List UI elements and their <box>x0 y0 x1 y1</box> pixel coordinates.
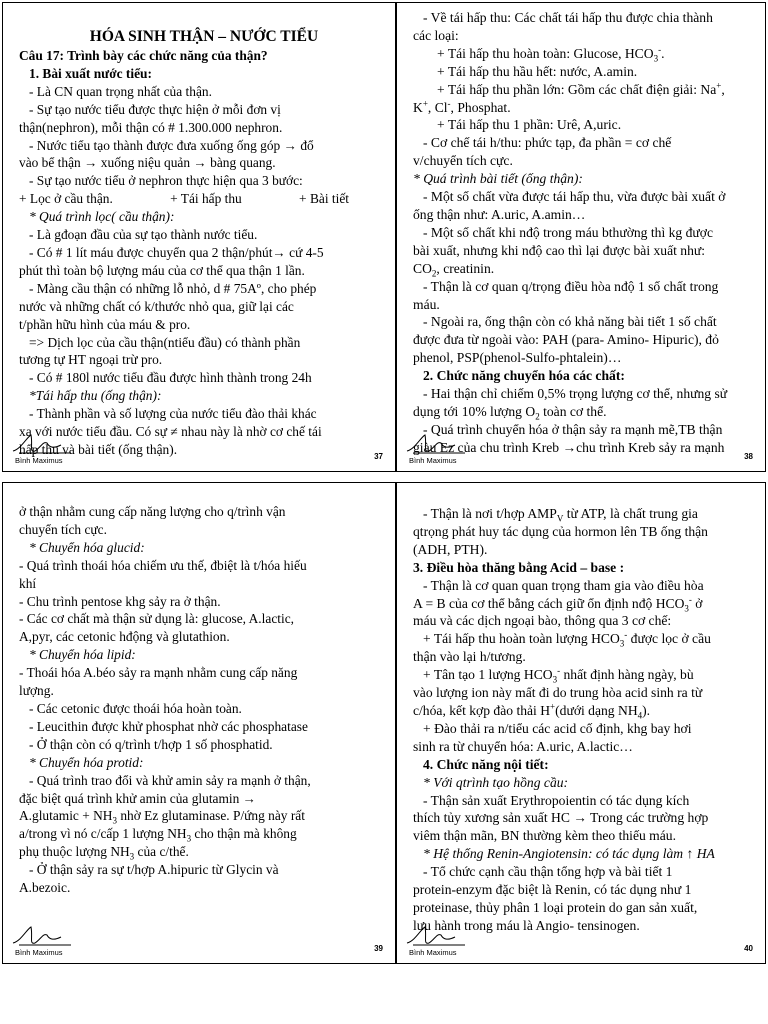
text-line: K+, Cl-, Phosphat. <box>413 98 511 115</box>
text-line: - Quá trình chuyển hóa ở thận sảy ra mạnh mẽ,TB thận <box>423 421 723 437</box>
text-line: - Hai thận chỉ chiếm 0,5% trọng lượng cơ thể, nhưng sử <box>423 386 728 402</box>
page-number: 39 <box>374 944 383 953</box>
text-line: ống thận như: A.uric, A.amin… <box>413 206 586 222</box>
text-line: + Tân tạo 1 lượng $HCO_3^-$ nhất định hàng ngày, bù <box>423 665 694 685</box>
text-line: dụng tới 10% lượng $O_2$ toàn cơ thể. <box>413 403 607 422</box>
text-line: được đưa từ ngoài vào: PAH (para- Amino- Hipuric), đỏ <box>413 332 719 348</box>
steps-row <box>19 190 389 208</box>
text-line: - Thận là cơ quan q/trọng điều hòa nđộ 1 số chất trong <box>423 278 719 294</box>
signature-block <box>11 431 101 465</box>
text-line: - Ở thận sảy ra sự t/hợp A.hipuric từ Glycin và <box>29 862 279 878</box>
text-line: vào lượng ion này mất đi do trung hòa acid sinh ra từ <box>413 685 703 701</box>
section-heading: 4. Chức năng nội tiết: <box>423 756 549 772</box>
text-line: các loại: <box>413 27 459 43</box>
text-line: phút thì toàn bộ lượng máu của cơ thể qua thận 1 lần. <box>19 262 305 278</box>
text-line: - Về tái hấp thu: Các chất tái hấp thu được chia thành <box>423 10 713 25</box>
text-line: - Một số chất vừa được tái hấp thu, vừa được bài xuất ở <box>423 189 726 205</box>
text-line: nước và những chất có k/thước nhỏ qua, giữ lại các <box>19 298 294 314</box>
text-line: - Thoái hóa A.béo sảy ra mạnh nhằm cung cấp năng <box>19 665 298 681</box>
text-line: thích tủy xương sản xuất HC → Trong các trường hợp <box>413 810 709 826</box>
text-line: lưu hành trong máu là Angio- tensinogen. <box>413 917 640 933</box>
text-line: A.glutamic + $NH_3$ nhờ Ez glutaminase. P/ứng này rất <box>19 808 305 827</box>
section-heading: 3. Điều hòa thăng bằng Acid – base : <box>413 559 625 575</box>
signature-label: Bình Maximus <box>15 948 63 957</box>
text-line: c/hóa, kết kợp đào thải H+(dưới dạng $NH_4$). <box>413 701 651 721</box>
text-line: - Quá trình trao đổi và khử amin sảy ra mạnh ở thận, <box>29 772 311 788</box>
subheading: * Chuyển hóa glucid: <box>29 539 145 555</box>
text-line: - Có # 1 lít máu được chuyển qua 2 thận/phút→ cứ 4-5 <box>29 244 324 260</box>
text-line: + Đào thải ra n/tiểu các acid cố định, khg bay hơi <box>423 720 692 736</box>
text-line: - Thận là cơ quan quan trọng tham gia vào điều hòa <box>423 577 704 593</box>
text-line: - Thận là nơi t/hợp $AMP_V$ từ ATP, là chất trung gia <box>423 506 698 524</box>
step-secretion: + Bài tiết <box>299 191 349 207</box>
subheading: * Với qtrình tạo hồng cầu: <box>423 774 569 790</box>
text-line: - Thận sản xuất Erythropoientin có tác dụng kích <box>423 792 690 808</box>
text-line: + Tái hấp thu 1 phần: Urê, A,uric. <box>437 117 622 133</box>
text-line: máu. <box>413 296 440 312</box>
signature-block <box>405 923 495 957</box>
slide-40 <box>396 482 766 964</box>
text-line: - Một số chất khi nđộ trong máu bthường thì kg được <box>423 224 714 240</box>
slide-37 <box>2 2 396 472</box>
text-line: - Là CN quan trọng nhất của thận. <box>29 83 212 99</box>
signature-icon <box>405 431 485 457</box>
page-number: 40 <box>744 944 753 953</box>
text-line: - Các cơ chất mà thận sử dụng là: glucose, A.lactic, <box>19 611 294 627</box>
text-line: xa với nước tiểu đầu. Có sự ≠ nhau này là nhờ cơ chế tái <box>19 424 322 440</box>
text-line: - Quá trình thoái hóa chiếm ưu thế, đbiệt là t/hóa hiếu <box>19 557 307 573</box>
text-line: lượng. <box>19 683 54 699</box>
text-line: + Tái hấp thu hoàn toàn: Glucose, $HCO_3^-$. <box>437 44 665 64</box>
page-number: 38 <box>744 452 753 461</box>
signature-label: Bình Maximus <box>15 456 63 465</box>
text-line: hấp thu và bài tiết (ống thận). <box>19 441 178 457</box>
signature-label: Bình Maximus <box>409 948 457 957</box>
text-line: thận vào lại h/tương. <box>413 649 526 665</box>
text-line: sinh ra từ chuyển hóa: A.uric, A.lactic… <box>413 738 633 754</box>
text-line: khí <box>19 575 37 591</box>
text-line: A.bezoic. <box>19 880 71 896</box>
text-line: + Tái hấp thu hoàn toàn lượng $HCO_3^-$ được lọc ở cầu <box>423 629 711 650</box>
text-line: qtrọng phát huy tác dụng của hormon lên TB ống thận <box>413 523 708 539</box>
text-line: A = B của cơ thể bằng cách giữ ổn định nđộ $HCO_3^-$ ở <box>413 594 703 614</box>
subheading: * Hệ thống Renin-Angiotensin: có tác dụng làm ↑ HA <box>423 846 715 862</box>
page-title: HÓA SINH THẬN – NƯỚC TIỂU <box>89 28 319 45</box>
text-line: thận(nephron), mỗi thận có # 1.300.000 nephron. <box>19 119 283 135</box>
text-line: viêm thận mãn, BN thường kèm theo thiếu máu. <box>413 828 676 844</box>
slide-38-content <box>413 9 763 457</box>
slide-40-content <box>413 505 763 935</box>
text-line: - Sự tạo nước tiểu được thực hiện ở mỗi đơn vị <box>29 101 281 117</box>
signature-icon <box>11 431 91 457</box>
text-line: vào bể thận → xuống niệu quản → bàng quang. <box>19 155 276 171</box>
signature-icon <box>11 923 91 949</box>
text-line: - Có # 180l nước tiểu đầu được hình thành trong 24h <box>29 370 312 386</box>
text-line: - Cơ chế tái h/thu: phức tạp, đa phần = cơ chế <box>423 135 672 151</box>
page-number: 37 <box>374 452 383 461</box>
text-line: - Nước tiểu tạo thành được đưa xuống ống góp → đổ <box>29 137 314 153</box>
text-line: giàu Ez của chu trình Kreb →chu trình Kreb sảy ra mạnh <box>413 439 725 455</box>
subheading: * Quá trình bài tiết (ống thận): <box>413 171 583 187</box>
slide-37-content <box>19 9 389 459</box>
text-line: - Sự tạo nước tiểu ở nephron thực hiện qua 3 bước: <box>29 173 303 189</box>
step-filtration: + Lọc ở cầu thận. <box>19 191 113 207</box>
slide-38 <box>396 2 766 472</box>
subheading: * Chuyển hóa lipid: <box>29 647 136 663</box>
signature-label: Bình Maximus <box>409 456 457 465</box>
text-line: chuyển tích cực. <box>19 521 107 537</box>
text-line: - Ngoài ra, ống thận còn có khả năng bài tiết 1 số chất <box>423 314 717 330</box>
text-line: protein-enzym đặc biệt là Renin, có tác dụng như 1 <box>413 882 692 898</box>
question-heading: Câu 17: Trình bày các chức năng của thận? <box>19 48 268 63</box>
text-line: tương tự HT ngoại trừ pro. <box>19 352 163 368</box>
slide-39 <box>2 482 396 964</box>
step-reabsorption: + Tái hấp thu <box>170 191 242 207</box>
text-line: ở thận nhằm cung cấp năng lượng cho q/trình vận <box>19 504 286 519</box>
section-heading: 2. Chức năng chuyển hóa các chất: <box>423 368 625 384</box>
text-line: proteinase, thủy phân 1 loại protein do gan sản xuất, <box>413 899 698 915</box>
text-line: v/chuyển tích cực. <box>413 153 513 169</box>
text-line: đặc biệt quá trình khử amin của glutamin → <box>19 790 257 806</box>
signature-block <box>405 431 495 465</box>
text-line: t/phần hữu hình của máu & pro. <box>19 316 191 332</box>
text-line: phụ thuộc lượng $NH_3$ của c/thể. <box>19 844 189 862</box>
text-line: - Là gđoạn đầu của sự tạo thành nước tiểu. <box>29 227 258 243</box>
slide-39-content <box>19 503 389 897</box>
subheading: *Tái hấp thu (ống thận): <box>29 388 162 404</box>
text-line: + Tái hấp thu hầu hết: nước, A.amin. <box>437 63 638 79</box>
signature-block <box>11 923 101 957</box>
text-line: A,pyr, các cetonic hđộng và glutathion. <box>19 629 230 645</box>
text-line: - Tổ chức cạnh cầu thận tổng hợp và bài tiết 1 <box>423 864 673 880</box>
text-line: máu và các dịch ngoại bào, thông qua 3 cơ chế: <box>413 613 672 629</box>
text-line: bài xuất, nhưng khi nđộ cao thì lại được bài xuất như: <box>413 242 706 258</box>
subheading: * Quá trình lọc( cầu thận): <box>29 209 175 225</box>
signature-icon <box>405 923 485 949</box>
section-heading: 1. Bài xuất nước tiểu: <box>29 65 152 81</box>
text-line: a/trong vì nó c/cấp 1 lượng $NH_3$ cho thận mà không <box>19 826 297 844</box>
text-line: - Thành phần và số lượng của nước tiểu đào thải khác <box>29 406 317 422</box>
text-line: - Màng cầu thận có những lỗ nhỏ, d # 75Aº, cho phép <box>29 280 317 296</box>
text-line: => Dịch lọc của cầu thận(ntiểu đầu) có thành phần <box>29 334 301 350</box>
text-line: (ADH, PTH). <box>413 541 488 557</box>
subheading: * Chuyển hóa protid: <box>29 754 144 770</box>
text-line: phenol, PSP(phenol-Sulfo-phtalein)… <box>413 350 622 366</box>
text-line: - Ở thận còn có q/trình t/hợp 1 số phosphatid. <box>29 736 273 752</box>
text-line: + Tái hấp thu phần lớn: Gồm các chất điện giải: Na+, <box>437 80 725 97</box>
text-line: - Các cetonic được thoái hóa hoàn toàn. <box>29 700 242 716</box>
text-line: - Chu trình pentose khg sảy ra ở thận. <box>19 593 221 609</box>
text-line: - Leucithin được khử phosphat nhờ các phosphatase <box>29 718 308 734</box>
text-line: $CO_2$, creatinin. <box>413 260 495 279</box>
